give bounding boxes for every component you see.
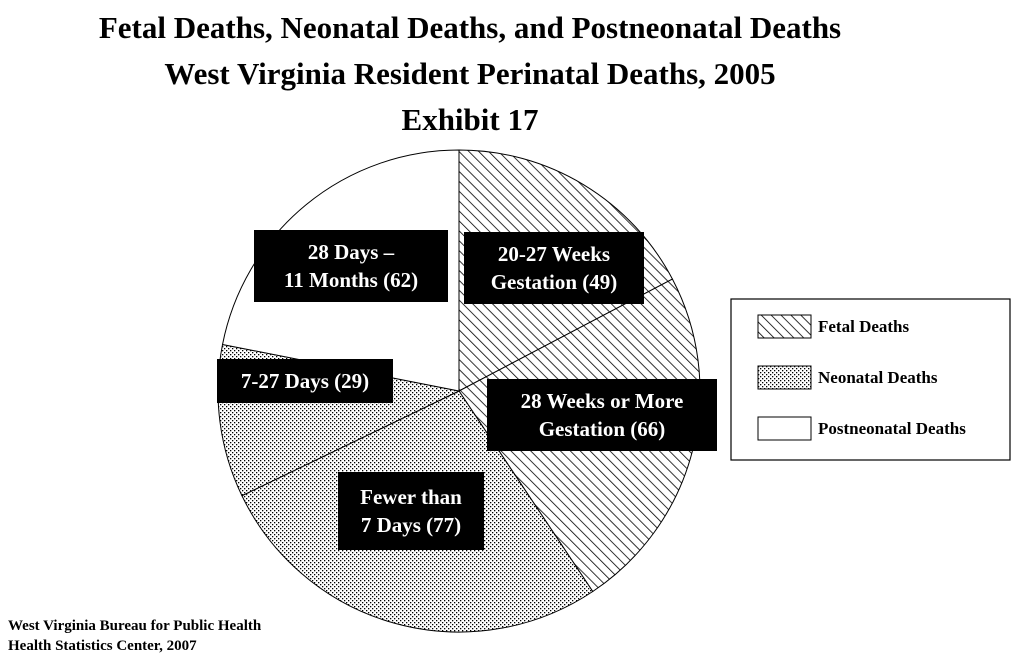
slice-label-text: Gestation (49) — [490, 270, 618, 294]
slice-label-text: 28 Days – — [307, 240, 395, 264]
legend-swatch — [758, 315, 811, 338]
legend — [731, 299, 1010, 460]
slice-label-text: Fewer than — [360, 485, 462, 509]
source-line-2: Health Statistics Center, 2007 — [8, 638, 197, 654]
chart-title: Fetal Deaths, Neonatal Deaths, and Postneonatal Deaths — [98, 10, 842, 45]
exhibit-number: Exhibit 17 — [401, 102, 539, 137]
slice-label-text: Gestation (66) — [538, 417, 666, 441]
slice-label-text: 7 Days (77) — [360, 513, 462, 537]
legend-label: Neonatal Deaths — [818, 368, 938, 387]
chart-subtitle: West Virginia Resident Perinatal Deaths, 2005 — [164, 56, 776, 91]
slice-label-text: 11 Months (62) — [283, 268, 419, 292]
legend-swatch — [758, 366, 811, 389]
slice-label-text: 28 Weeks or More — [520, 389, 684, 413]
legend-label: Fetal Deaths — [818, 317, 910, 336]
legend-label: Postneonatal Deaths — [818, 419, 966, 438]
slice-label-box — [338, 472, 484, 550]
legend-swatch — [758, 417, 811, 440]
slice-label-text: 7-27 Days (29) — [240, 369, 370, 393]
source-line-1: West Virginia Bureau for Public Health — [8, 618, 262, 634]
slice-label-text: 20-27 Weeks — [497, 242, 611, 266]
